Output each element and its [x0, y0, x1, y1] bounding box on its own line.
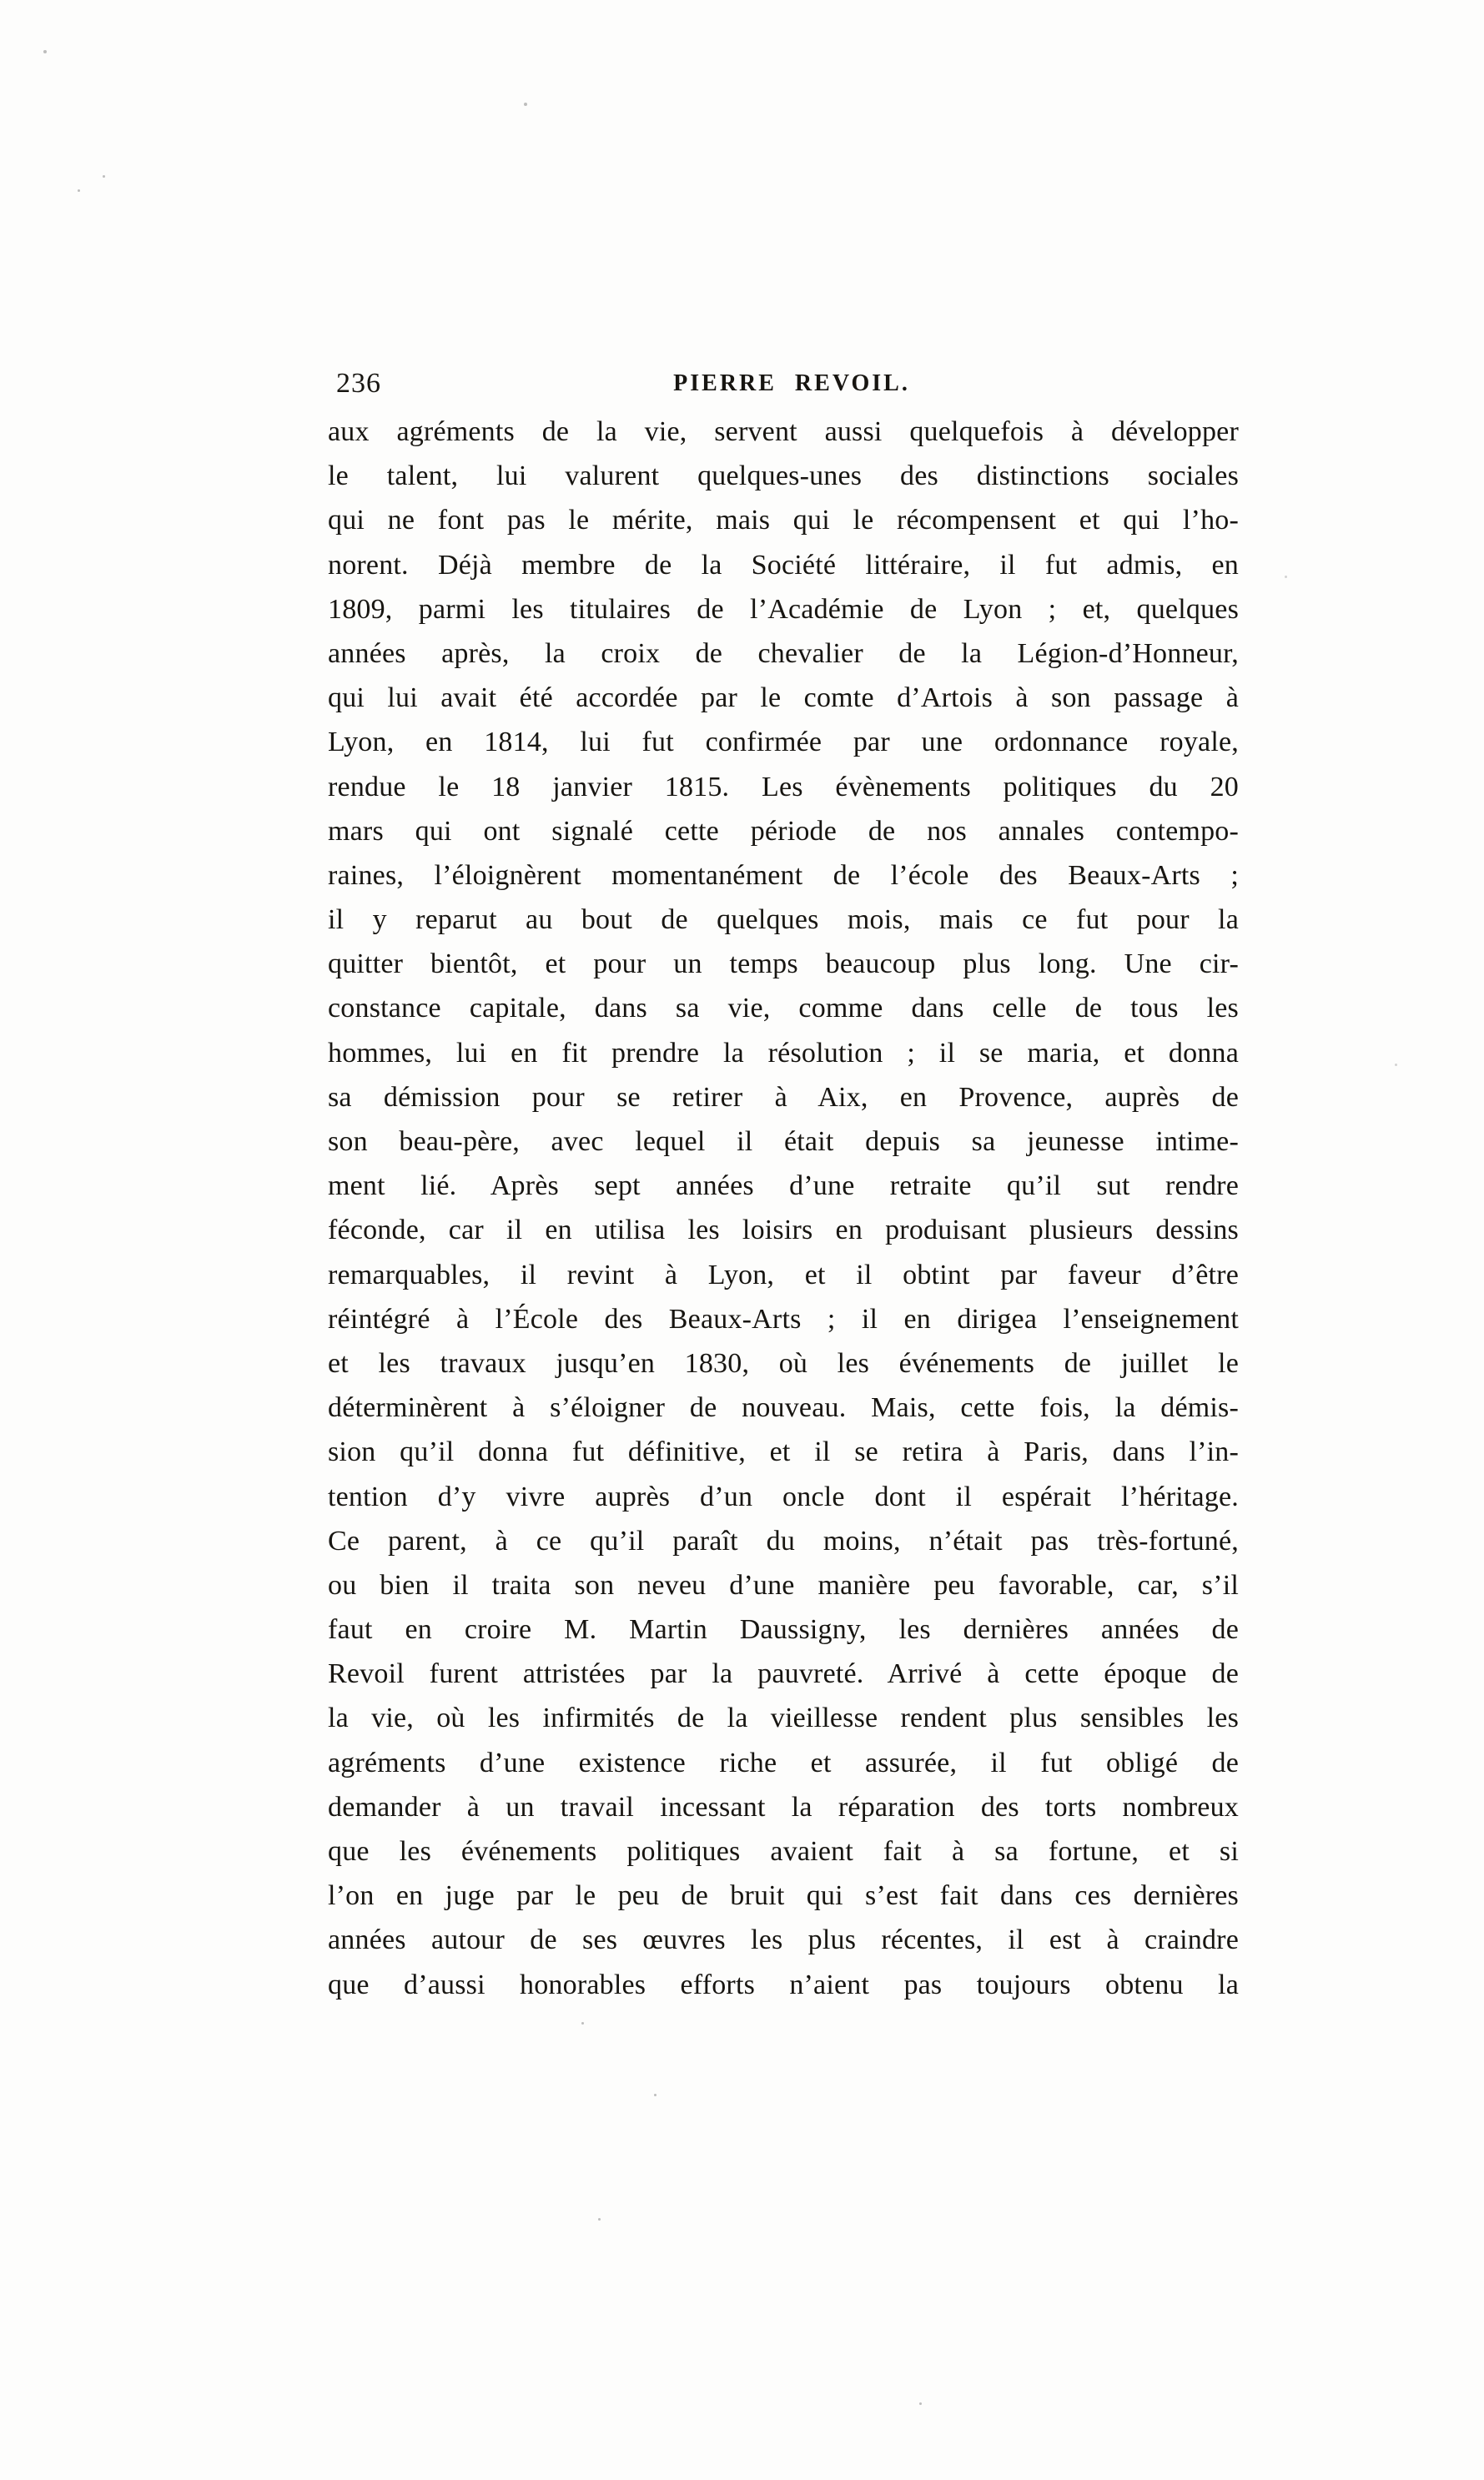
- scan-speck: [1285, 576, 1287, 578]
- scan-speck: [598, 2218, 601, 2221]
- text-line: norent. Déjà membre de la Société littéraire, il fut admis, en: [328, 549, 1239, 581]
- text-line: remarquables, il revint à Lyon, et il obtint par faveur d’être: [328, 1259, 1239, 1290]
- text-line: sion qu’il donna fut définitive, et il se retira à Paris, dans l’in-: [328, 1436, 1239, 1468]
- text-line: années après, la croix de chevalier de la Légion-d’Honneur,: [328, 637, 1239, 669]
- text-line: tention d’y vivre auprès d’un oncle dont il espérait l’héritage.: [328, 1481, 1239, 1512]
- text-line: il y reparut au bout de quelques mois, mais ce fut pour la: [328, 904, 1239, 936]
- body-text: [328, 410, 1239, 2007]
- scan-speck: [581, 2022, 584, 2025]
- text-line: Lyon, en 1814, lui fut confirmée par une ordonnance royale,: [328, 727, 1239, 758]
- text-line: Ce parent, à ce qu’il paraît du moins, n’était pas très-fortuné,: [328, 1525, 1239, 1557]
- text-line: l’on en juge par le peu de bruit qui s’est fait dans ces dernières: [328, 1880, 1239, 1912]
- page-number: 236: [336, 368, 381, 399]
- text-line: Revoil furent attristées par la pauvreté. Arrivé à cette époque de: [328, 1658, 1239, 1690]
- text-line: faut en croire M. Martin Daussigny, les dernières années de: [328, 1614, 1239, 1646]
- text-line: quitter bientôt, et pour un temps beaucoup plus long. Une cir-: [328, 948, 1239, 980]
- scan-speck: [78, 189, 80, 192]
- text-line: ment lié. Après sept années d’une retraite qu’il sut rendre: [328, 1170, 1239, 1202]
- text-line: sa démission pour se retirer à Aix, en Provence, auprès de: [328, 1081, 1239, 1113]
- text-line: la vie, où les infirmités de la vieillesse rendent plus sensibles les: [328, 1703, 1239, 1734]
- text-line: hommes, lui en fit prendre la résolution ; il se maria, et donna: [328, 1037, 1239, 1069]
- text-line: réintégré à l’École des Beaux-Arts ; il en dirigea l’enseignement: [328, 1303, 1239, 1335]
- text-line: constance capitale, dans sa vie, comme dans celle de tous les: [328, 993, 1239, 1024]
- running-title: PIERRE REVOIL.: [673, 370, 910, 396]
- text-line: ou bien il traita son neveu d’une manière peu favorable, car, s’il: [328, 1569, 1239, 1601]
- text-line: agréments d’une existence riche et assurée, il fut obligé de: [328, 1747, 1239, 1778]
- scan-speck: [43, 50, 47, 53]
- scan-speck: [1395, 1064, 1397, 1066]
- text-line: années autour de ses œuvres les plus récentes, il est à craindre: [328, 1924, 1239, 1956]
- text-line: demander à un travail incessant la réparation des torts nombreux: [328, 1791, 1239, 1823]
- text-line: qui ne font pas le mérite, mais qui le récompensent et qui l’ho-: [328, 505, 1239, 536]
- text-line: féconde, car il en utilisa les loisirs en produisant plusieurs dessins: [328, 1215, 1239, 1246]
- page-header: [328, 364, 1239, 400]
- text-line: raines, l’éloignèrent momentanément de l’école des Beaux-Arts ;: [328, 859, 1239, 891]
- text-line: 1809, parmi les titulaires de l’Académie de Lyon ; et, quelques: [328, 593, 1239, 625]
- scan-speck: [524, 103, 527, 106]
- text-line: qui lui avait été accordée par le comte d’Artois à son passage à: [328, 682, 1239, 714]
- text-line: que d’aussi honorables efforts n’aient pas toujours obtenu la: [328, 1969, 1239, 2000]
- text-line: le talent, lui valurent quelques-unes des distinctions sociales: [328, 460, 1239, 492]
- text-line: aux agréments de la vie, servent aussi quelquefois à développer: [328, 416, 1239, 447]
- text-line: et les travaux jusqu’en 1830, où les événements de juillet le: [328, 1347, 1239, 1379]
- scan-speck: [654, 2094, 656, 2096]
- text-line: déterminèrent à s’éloigner de nouveau. Mais, cette fois, la démis-: [328, 1392, 1239, 1424]
- text-line: mars qui ont signalé cette période de nos annales contempo-: [328, 815, 1239, 847]
- text-line: rendue le 18 janvier 1815. Les évènements politiques du 20: [328, 771, 1239, 802]
- text-line: son beau-père, avec lequel il était depuis sa jeunesse intime-: [328, 1126, 1239, 1157]
- scan-speck: [103, 175, 105, 178]
- scan-speck: [919, 2402, 922, 2405]
- text-line: que les événements politiques avaient fait à sa fortune, et si: [328, 1836, 1239, 1867]
